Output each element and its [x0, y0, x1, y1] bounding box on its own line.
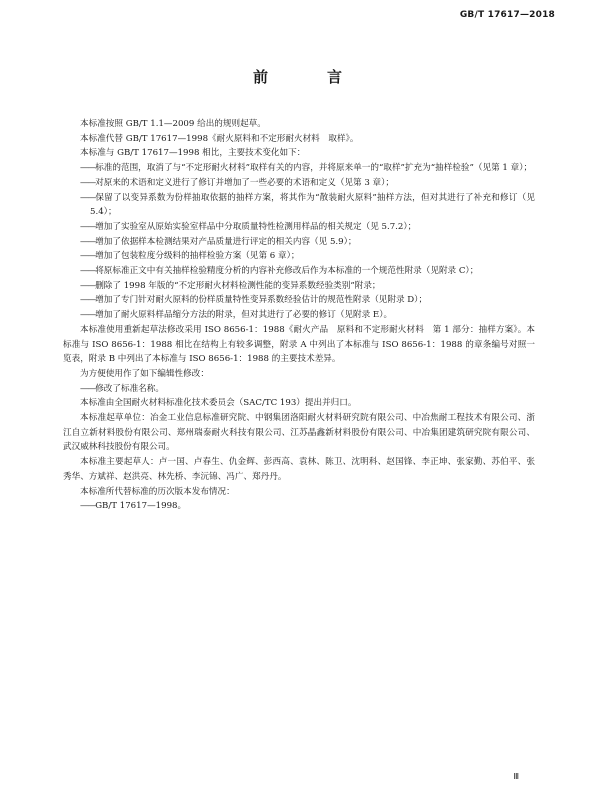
change-item — [63, 235, 535, 250]
change-item-text: 对原来的术语和定义进行了修订并增加了一些必要的术语和定义（见第 3 章）； — [95, 177, 395, 188]
change-item — [63, 264, 535, 279]
dash-marker: —— — [80, 266, 96, 277]
paragraph-proposer: 本标准由全国耐火材料标准化技术委员会（SAC/TC 193）提出并归口。 — [80, 398, 357, 409]
dash-marker: —— — [80, 221, 96, 232]
dash-marker: —— — [80, 501, 96, 512]
editorial-item-text: 修改了标准名称。 — [95, 383, 164, 394]
foreword-body — [63, 117, 535, 514]
paragraph-iso-adoption: 本标准使用重新起草法修改采用 ISO 8656-1：1988《耐火产品 原料和不定形耐火材料 第 1 部分：抽样方案》。本标准与 ISO 8656-1：1988 相比在结构上有较多调整，附录 A 中列出了本标准与 ISO 8656-1：1988 的章条编号对照一览表，附录 B 中列出了本标准与 ISO 8656-1：1988 的主要技术差异。 — [63, 324, 535, 365]
change-item-text: 增加了实验室从原始实验室样品中分取质量特性检测用样品的相关规定（见 5.7.2）； — [95, 221, 417, 232]
dash-marker: —— — [80, 192, 96, 203]
dash-marker: —— — [80, 251, 96, 262]
dash-marker: —— — [80, 163, 96, 174]
change-item-text: 删除了 1998 年版的“不定形耐火材料检测性能的变异系数经验类别”附录； — [95, 280, 381, 291]
history-item — [63, 499, 535, 514]
page-title: 前 言 — [252, 68, 364, 86]
paragraph-editorial-intro: 为方便使用作了如下编辑性修改： — [80, 368, 209, 379]
change-item-text: 增加了包装粒度分级料的抽样检验方案（见第 6 章）； — [95, 251, 300, 262]
dash-marker: —— — [80, 236, 96, 247]
change-item — [63, 220, 535, 235]
change-item-text: 保留了以变异系数为份样抽取依据的抽样方案，将其作为“散装耐火原料”抽样方法，但对其进行了补充和修订（见 5.4）； — [90, 192, 535, 218]
change-item — [63, 308, 535, 323]
editorial-item — [63, 382, 535, 397]
change-item — [63, 161, 535, 176]
paragraph-drafting-units: 本标准起草单位：冶金工业信息标准研究院、中钢集团洛阳耐火材料研究院有限公司、中冶焦耐工程技术有限公司、浙江自立新材料股份有限公司、郑州瑞泰耐火科技有限公司、江苏晶鑫新材料股份有限公司、中冶集团建筑研究院有限公司、武汉威林科技股份有限公司。 — [63, 413, 535, 453]
paragraph-replaces: 本标准代替 GB/T 17617—1998《耐火原料和不定形耐火材料 取样》。 — [80, 133, 359, 144]
change-item-text: 标准的范围，取消了与“不定形耐火材料”取样有关的内容，并将原来单一的“取样”扩充为“抽样检验”（见第 1 章）； — [95, 163, 533, 174]
dash-marker: —— — [80, 295, 96, 306]
change-item — [63, 293, 535, 308]
paragraph-drafting-rules: 本标准按照 GB/T 1.1—2009 给出的规则起草。 — [80, 119, 266, 129]
change-item-text: 将原标准正文中有关抽样检验精度分析的内容补充修改后作为本标准的一个规范性附录（见附录 C）； — [95, 266, 479, 277]
page-number: Ⅲ — [513, 772, 519, 781]
history-item-text: GB/T 17617—1998。 — [95, 501, 187, 512]
dash-marker: —— — [80, 310, 96, 321]
paragraph-drafters: 本标准主要起草人：卢一国、卢春生、仇金辉、彭西高、袁林、陈卫、沈明科、赵国锋、李正坤、张家勤、苏伯平、张秀华、方斌祥、赵洪亮、林先桥、李沅锦、冯广、郑丹丹。 — [63, 457, 535, 482]
change-item — [63, 176, 535, 191]
dash-marker: —— — [80, 177, 96, 188]
paragraph-history-intro: 本标准所代替标准的历次版本发布情况： — [80, 486, 235, 497]
change-item — [63, 191, 535, 220]
change-item — [63, 279, 535, 294]
change-item — [63, 249, 535, 264]
change-item-text: 增加了耐火原料样品缩分方法的附录，但对其进行了必要的修订（见附录 E）。 — [95, 310, 393, 321]
change-item-text: 增加了依据样本检测结果对产品质量进行评定的相关内容（见 5.9）； — [95, 236, 357, 247]
standard-code: GB/T 17617—2018 — [459, 10, 555, 20]
dash-marker: —— — [80, 280, 96, 291]
change-item-text: 增加了专门针对耐火原料的份样质量特性变异系数经验估计的规范性附录（见附录 D）； — [95, 295, 428, 306]
paragraph-changes-intro: 本标准与 GB/T 17617—1998 相比，主要技术变化如下： — [80, 148, 306, 159]
dash-marker: —— — [80, 383, 96, 394]
